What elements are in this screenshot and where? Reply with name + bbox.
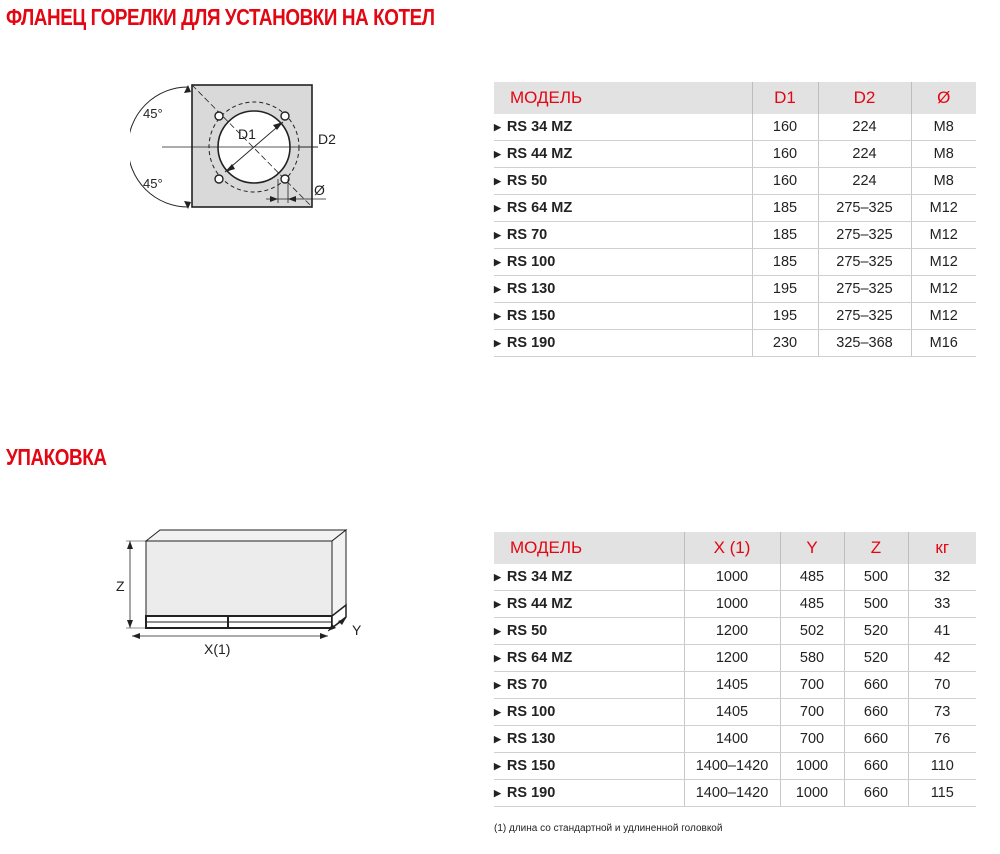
weight-cell: 110 xyxy=(908,753,976,780)
z-cell: 660 xyxy=(844,780,908,807)
d1-cell: 230 xyxy=(752,330,818,357)
hole-cell: M8 xyxy=(911,114,976,141)
box-side xyxy=(332,530,346,616)
x-cell: 1405 xyxy=(684,699,780,726)
hole-cell: M12 xyxy=(911,303,976,330)
flange-diagram xyxy=(130,75,360,220)
packing-table-header xyxy=(494,532,976,564)
flange-table xyxy=(494,82,976,357)
weight-cell: 70 xyxy=(908,672,976,699)
packing-table xyxy=(494,532,976,807)
model-cell: ▶ RS 70 xyxy=(494,222,752,249)
z-cell: 660 xyxy=(844,699,908,726)
packing-section-title: УПАКОВКА xyxy=(6,444,107,470)
weight-cell: 42 xyxy=(908,645,976,672)
x-cell: 1400–1420 xyxy=(684,780,780,807)
header-z: Z xyxy=(844,532,908,564)
model-cell: ▶ RS 64 MZ xyxy=(494,645,684,672)
table-row xyxy=(494,114,976,141)
box-top xyxy=(146,530,346,541)
angle-bottom-label: 45° xyxy=(143,176,163,191)
d2-cell: 275–325 xyxy=(818,249,911,276)
hole-cell: M12 xyxy=(911,222,976,249)
y-label: Y xyxy=(352,622,362,638)
weight-cell: 76 xyxy=(908,726,976,753)
packing-diagram xyxy=(110,525,370,665)
hole-cell: M8 xyxy=(911,141,976,168)
y-cell: 580 xyxy=(780,645,844,672)
hole-cell: M12 xyxy=(911,195,976,222)
z-cell: 660 xyxy=(844,753,908,780)
x-cell: 1200 xyxy=(684,645,780,672)
header-model: МОДЕЛЬ xyxy=(494,82,752,114)
model-cell: ▶ RS 130 xyxy=(494,726,684,753)
d2-cell: 275–325 xyxy=(818,303,911,330)
z-cell: 500 xyxy=(844,564,908,591)
d1-cell: 160 xyxy=(752,141,818,168)
header-d1: D1 xyxy=(752,82,818,114)
model-cell: ▶ RS 150 xyxy=(494,303,752,330)
header-y: Y xyxy=(780,532,844,564)
header-hole: Ø xyxy=(911,82,976,114)
table-row xyxy=(494,645,976,672)
d1-cell: 160 xyxy=(752,168,818,195)
model-cell: ▶ RS 70 xyxy=(494,672,684,699)
x-cell: 1200 xyxy=(684,618,780,645)
weight-cell: 115 xyxy=(908,780,976,807)
table-row xyxy=(494,699,976,726)
d1-cell: 195 xyxy=(752,276,818,303)
weight-cell: 41 xyxy=(908,618,976,645)
table-row xyxy=(494,591,976,618)
model-cell: ▶ RS 34 MZ xyxy=(494,564,684,591)
y-cell: 1000 xyxy=(780,753,844,780)
hole-cell: M16 xyxy=(911,330,976,357)
x-cell: 1000 xyxy=(684,564,780,591)
table-row xyxy=(494,753,976,780)
bolt-hole xyxy=(281,112,289,120)
d1-cell: 185 xyxy=(752,195,818,222)
header-weight: кг xyxy=(908,532,976,564)
header-d2: D2 xyxy=(818,82,911,114)
d2-cell: 224 xyxy=(818,141,911,168)
box-front xyxy=(146,541,332,616)
table-row xyxy=(494,249,976,276)
footnote: (1) длина со стандартной и удлиненной головкой xyxy=(494,823,723,834)
z-cell: 520 xyxy=(844,645,908,672)
x-label: X(1) xyxy=(204,641,231,657)
d2-cell: 224 xyxy=(818,114,911,141)
model-cell: ▶ RS 44 MZ xyxy=(494,591,684,618)
d2-cell: 275–325 xyxy=(818,222,911,249)
table-row xyxy=(494,780,976,807)
model-cell: ▶ RS 50 xyxy=(494,168,752,195)
flange-section-title: ФЛАНЕЦ ГОРЕЛКИ ДЛЯ УСТАНОВКИ НА КОТЕЛ xyxy=(6,4,435,30)
d2-cell: 325–368 xyxy=(818,330,911,357)
weight-cell: 32 xyxy=(908,564,976,591)
z-cell: 660 xyxy=(844,672,908,699)
hole-cell: M8 xyxy=(911,168,976,195)
table-row xyxy=(494,618,976,645)
y-cell: 700 xyxy=(780,699,844,726)
model-cell: ▶ RS 34 MZ xyxy=(494,114,752,141)
z-cell: 520 xyxy=(844,618,908,645)
hole-diameter-label: Ø xyxy=(314,182,325,198)
table-row xyxy=(494,141,976,168)
hole-cell: M12 xyxy=(911,249,976,276)
table-row xyxy=(494,303,976,330)
weight-cell: 73 xyxy=(908,699,976,726)
table-row xyxy=(494,222,976,249)
model-cell: ▶ RS 50 xyxy=(494,618,684,645)
bolt-hole xyxy=(215,175,223,183)
z-cell: 500 xyxy=(844,591,908,618)
flange-table-header xyxy=(494,82,976,114)
table-row xyxy=(494,564,976,591)
model-cell: ▶ RS 64 MZ xyxy=(494,195,752,222)
d1-cell: 185 xyxy=(752,249,818,276)
angle-top-label: 45° xyxy=(143,106,163,121)
model-cell: ▶ RS 44 MZ xyxy=(494,141,752,168)
y-cell: 700 xyxy=(780,726,844,753)
y-cell: 700 xyxy=(780,672,844,699)
x-cell: 1400–1420 xyxy=(684,753,780,780)
d1-cell: 185 xyxy=(752,222,818,249)
y-cell: 485 xyxy=(780,564,844,591)
d2-cell: 275–325 xyxy=(818,276,911,303)
z-label: Z xyxy=(116,578,125,594)
d1-cell: 195 xyxy=(752,303,818,330)
x-cell: 1405 xyxy=(684,672,780,699)
table-row xyxy=(494,276,976,303)
table-row xyxy=(494,672,976,699)
table-row xyxy=(494,726,976,753)
model-cell: ▶ RS 130 xyxy=(494,276,752,303)
header-x: X (1) xyxy=(684,532,780,564)
table-row xyxy=(494,168,976,195)
d2-label: D2 xyxy=(318,131,336,147)
model-cell: ▶ RS 150 xyxy=(494,753,684,780)
y-cell: 1000 xyxy=(780,780,844,807)
model-cell: ▶ RS 190 xyxy=(494,780,684,807)
bolt-hole xyxy=(215,112,223,120)
x-cell: 1400 xyxy=(684,726,780,753)
y-cell: 485 xyxy=(780,591,844,618)
y-cell: 502 xyxy=(780,618,844,645)
d2-cell: 275–325 xyxy=(818,195,911,222)
header-model: МОДЕЛЬ xyxy=(494,532,684,564)
d1-cell: 160 xyxy=(752,114,818,141)
table-row xyxy=(494,195,976,222)
table-row xyxy=(494,330,976,357)
model-cell: ▶ RS 100 xyxy=(494,249,752,276)
model-cell: ▶ RS 190 xyxy=(494,330,752,357)
x-cell: 1000 xyxy=(684,591,780,618)
hole-cell: M12 xyxy=(911,276,976,303)
z-cell: 660 xyxy=(844,726,908,753)
model-cell: ▶ RS 100 xyxy=(494,699,684,726)
d1-label: D1 xyxy=(238,126,256,142)
weight-cell: 33 xyxy=(908,591,976,618)
d2-cell: 224 xyxy=(818,168,911,195)
